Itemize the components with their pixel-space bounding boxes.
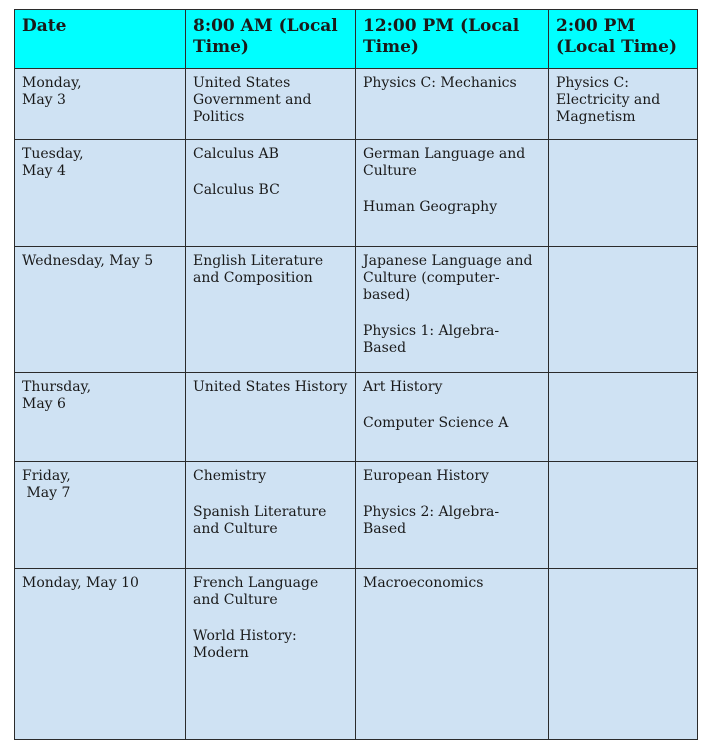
header-date: Date	[15, 10, 186, 69]
exam-name: Physics 1: Algebra-Based	[363, 323, 500, 356]
date-cell	[15, 69, 186, 140]
date-cell	[15, 140, 186, 247]
table-row	[15, 247, 698, 373]
exam-name: Macroeconomics	[363, 575, 484, 591]
date-text: Friday,	[22, 468, 71, 484]
exam-cell-8am	[186, 569, 356, 740]
exam-cell-2pm	[549, 569, 698, 740]
exam-cell-8am	[186, 462, 356, 569]
exam-name: English Literature and Composition	[193, 253, 324, 286]
exam-cell-8am	[186, 69, 356, 140]
exam-cell-12pm	[356, 140, 549, 247]
date-cell	[15, 462, 186, 569]
exam-cell-12pm	[356, 373, 549, 462]
date-text: Thursday,	[22, 379, 92, 395]
exam-cell-2pm	[549, 462, 698, 569]
exam-cell-8am	[186, 140, 356, 247]
table-row	[15, 569, 698, 740]
exam-cell-12pm	[356, 247, 549, 373]
exam-name: French Language and Culture	[193, 575, 319, 608]
date-text: Monday, May 10	[22, 575, 139, 591]
exam-name: Art History	[363, 379, 443, 395]
exam-name: Chemistry	[193, 468, 267, 484]
exam-cell-2pm	[549, 140, 698, 247]
exam-name: United States History	[193, 379, 348, 395]
exam-name: Calculus BC	[193, 182, 280, 198]
date-cell	[15, 373, 186, 462]
exam-name: Spanish Literature and Culture	[193, 504, 327, 537]
exam-name: Computer Science A	[363, 415, 509, 431]
schedule-container	[14, 9, 698, 740]
date-text: May 3	[22, 92, 66, 108]
table-row	[15, 140, 698, 247]
table-row	[15, 69, 698, 140]
exam-cell-12pm	[356, 462, 549, 569]
date-text: Monday,	[22, 75, 82, 91]
header-8am: 8:00 AM (Local Time)	[186, 10, 356, 69]
exam-name: Physics C: Mechanics	[363, 75, 517, 91]
exam-cell-12pm	[356, 69, 549, 140]
date-cell	[15, 569, 186, 740]
exam-name: Calculus AB	[193, 146, 279, 162]
exam-cell-8am	[186, 247, 356, 373]
date-text: Wednesday, May 5	[22, 253, 154, 269]
table-row	[15, 373, 698, 462]
exam-name: German Language and Culture	[363, 146, 526, 179]
exam-name: Human Geography	[363, 199, 498, 215]
exam-schedule-table	[14, 9, 698, 740]
exam-name: United States Government and Politics	[193, 75, 312, 125]
exam-cell-12pm	[356, 569, 549, 740]
exam-cell-8am	[186, 373, 356, 462]
exam-name: Physics 2: Algebra-Based	[363, 504, 500, 537]
date-text: May 7	[22, 485, 71, 501]
date-text: May 6	[22, 396, 66, 412]
exam-cell-2pm	[549, 373, 698, 462]
exam-cell-2pm	[549, 69, 698, 140]
exam-cell-2pm	[549, 247, 698, 373]
date-text: Tuesday,	[22, 146, 84, 162]
date-text: May 4	[22, 163, 66, 179]
date-cell	[15, 247, 186, 373]
exam-name: World History: Modern	[193, 628, 297, 661]
header-2pm: 2:00 PM (Local Time)	[549, 10, 698, 69]
header-row	[15, 10, 698, 69]
exam-name: Japanese Language and Culture (computer-based)	[363, 253, 533, 303]
header-12pm: 12:00 PM (Local Time)	[356, 10, 549, 69]
exam-name: Physics C: Electricity and Magnetism	[556, 75, 661, 125]
exam-name: European History	[363, 468, 489, 484]
table-row	[15, 462, 698, 569]
